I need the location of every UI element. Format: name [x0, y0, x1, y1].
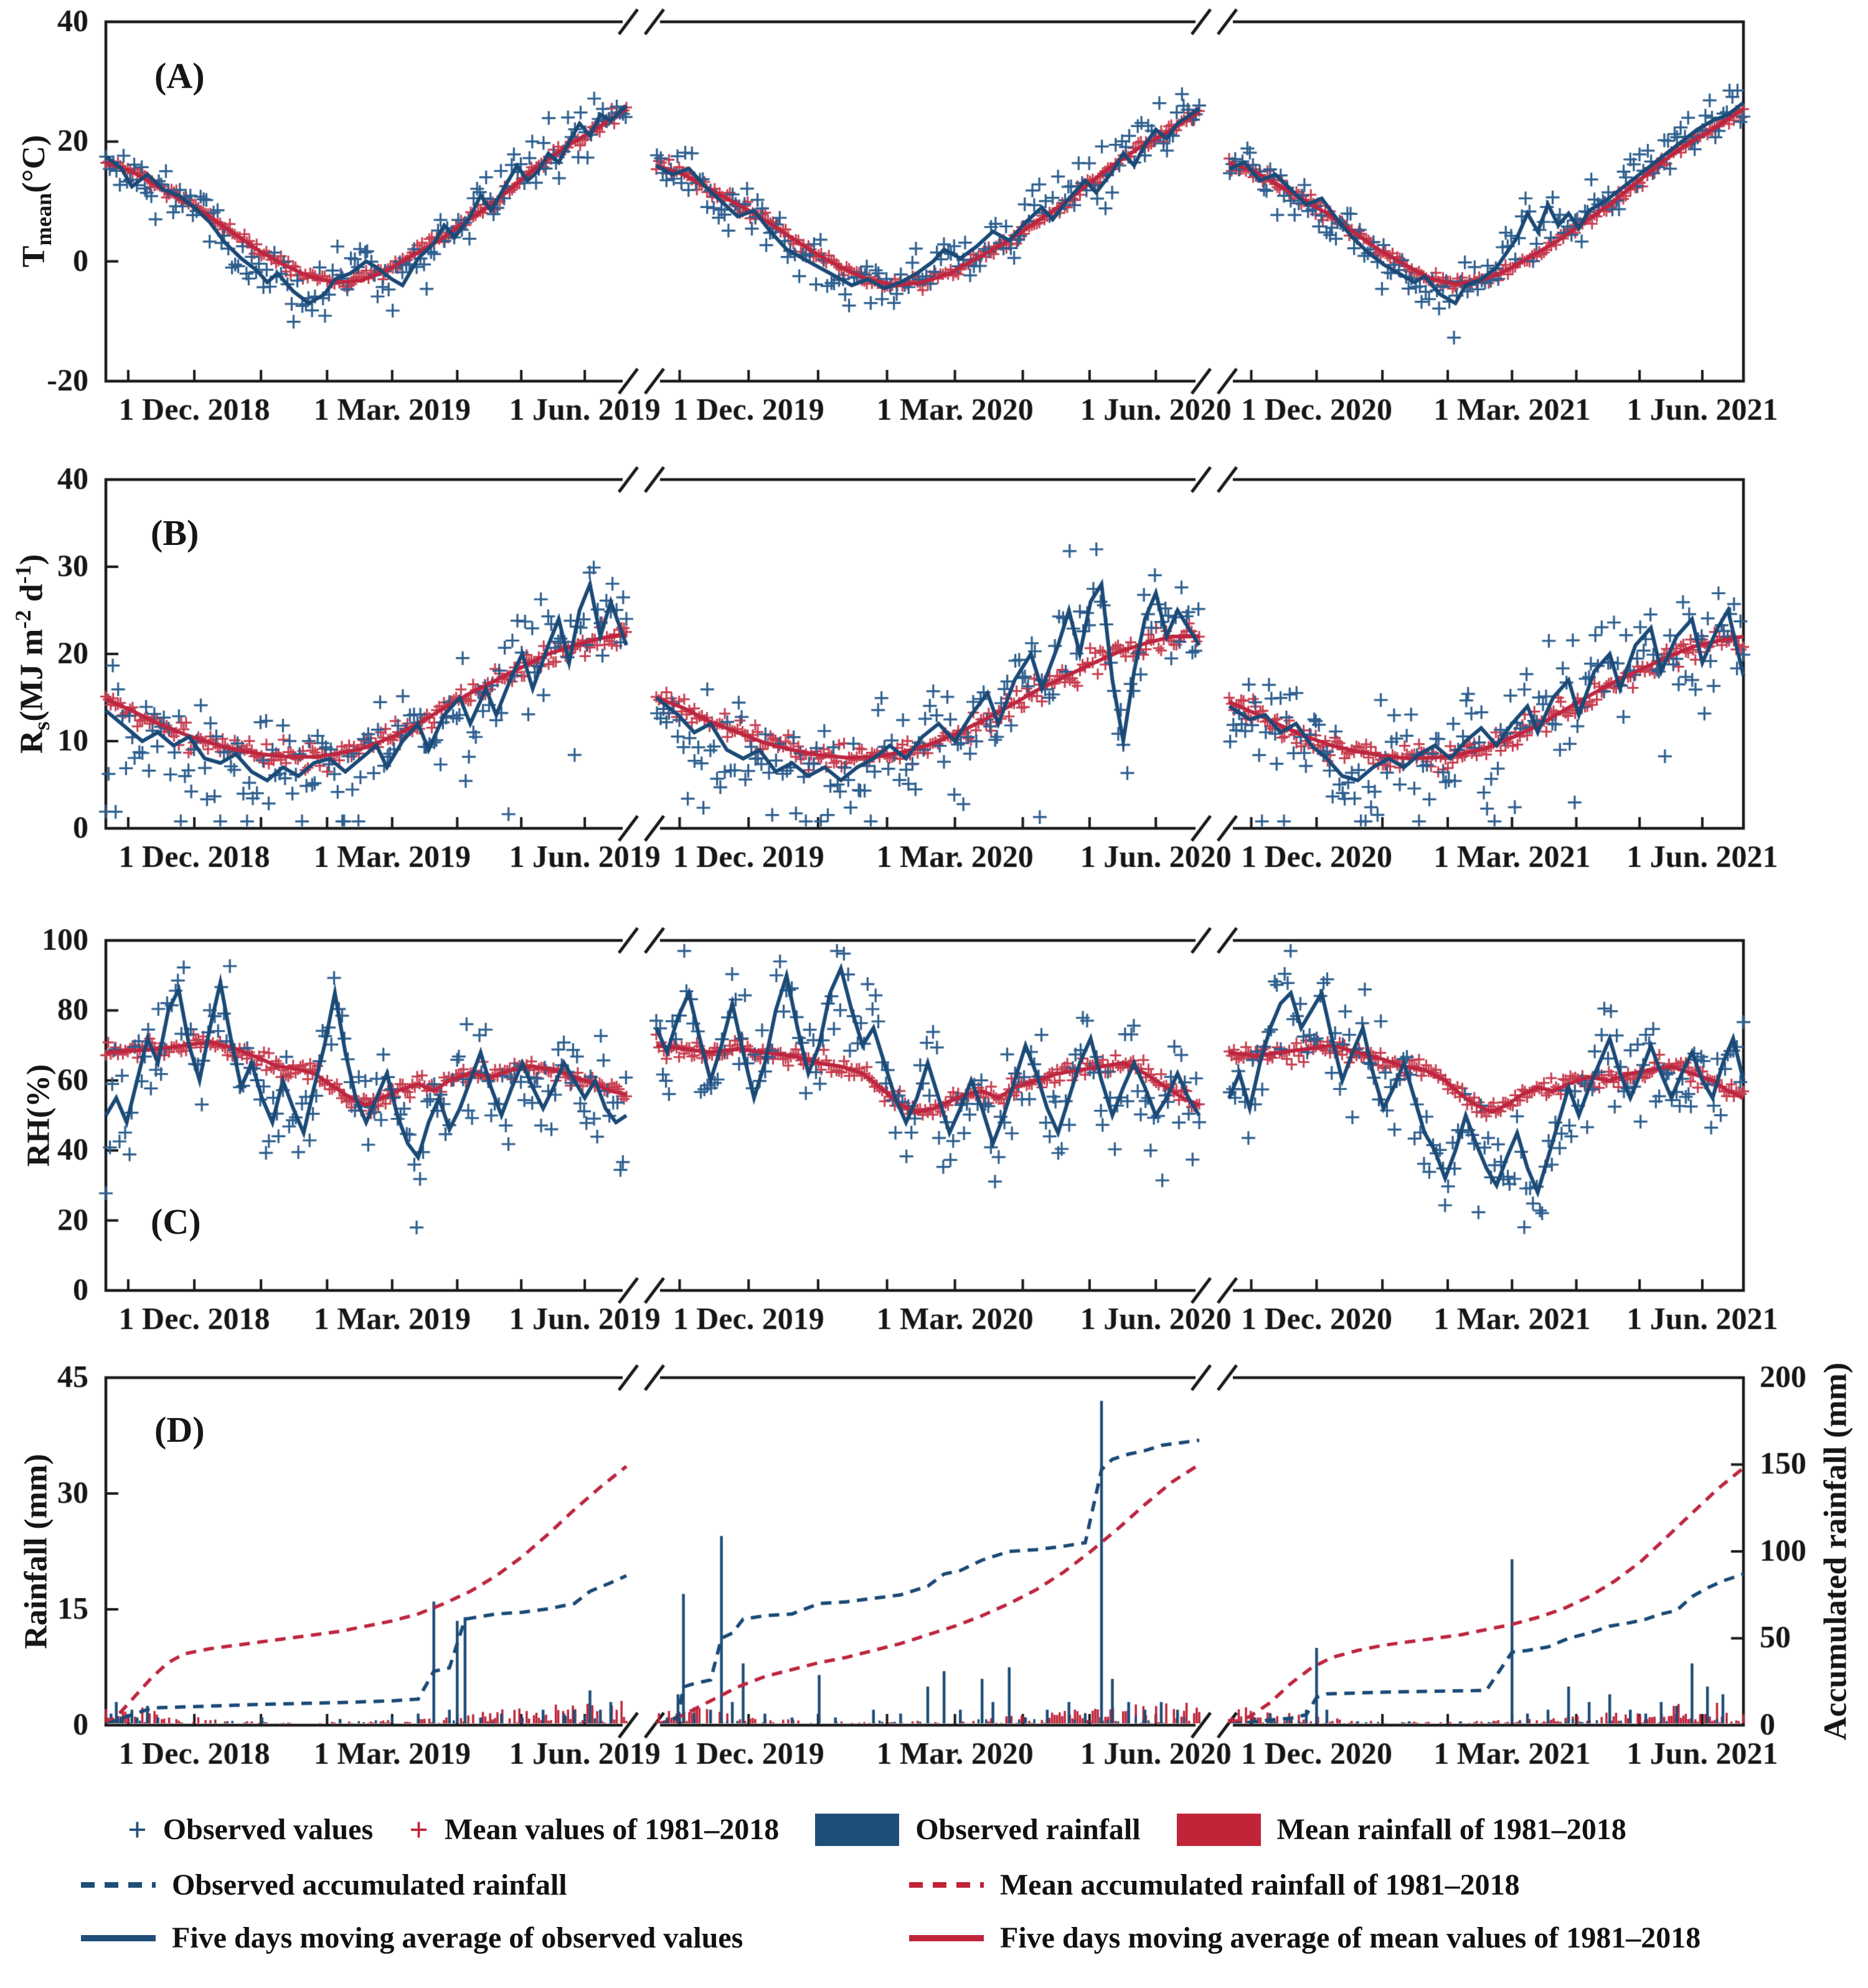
- panel-c-letter: (C): [151, 1201, 201, 1242]
- legend-item: [81, 1921, 909, 1955]
- bar-swatch-icon: [815, 1814, 899, 1846]
- legend-label: Mean accumulated rainfall of 1981–2018: [1000, 1868, 1520, 1901]
- bar-swatch-icon: [1177, 1814, 1261, 1846]
- legend-item: [128, 1812, 373, 1847]
- panel-d-right-y-axis-title: Accumulated rainfall (mm): [1818, 1362, 1854, 1741]
- dashed-line-icon: [81, 1882, 156, 1888]
- legend-label: Mean rainfall of 1981–2018: [1276, 1813, 1626, 1846]
- legend: [0, 1799, 1868, 1955]
- legend-row-3: [81, 1921, 1868, 1955]
- plus-marker-icon: +: [409, 1811, 428, 1848]
- legend-label: Observed rainfall: [915, 1813, 1141, 1846]
- legend-label: Observed values: [163, 1813, 374, 1846]
- panel-c-y-axis-title: RH(%): [21, 1064, 57, 1167]
- legend-label: Observed accumulated rainfall: [172, 1868, 567, 1901]
- legend-item: [409, 1812, 779, 1847]
- panel-d-y-axis-title: Rainfall (mm): [18, 1454, 54, 1649]
- panel-a-y-axis-title: $T_{mean}(^\circ C)$: [16, 135, 57, 268]
- legend-item: [909, 1921, 1701, 1955]
- legend-label: Five days moving average of observed values: [172, 1921, 743, 1954]
- solid-line-icon: [81, 1935, 156, 1941]
- panel-b-letter: (B): [151, 513, 199, 553]
- plus-marker-icon: +: [128, 1811, 147, 1848]
- legend-item: [1177, 1812, 1626, 1847]
- legend-item: [909, 1868, 1520, 1902]
- legend-row-2: [81, 1868, 1868, 1902]
- panel-a-letter: (A): [154, 55, 205, 96]
- panel-b-y-axis-title: $R_s(MJ$ $m^{-2}$ $d^{-1}$): [11, 554, 54, 754]
- solid-line-icon: [909, 1935, 984, 1941]
- panel-d-letter: (D): [154, 1409, 205, 1450]
- legend-row-1: [128, 1812, 1868, 1847]
- legend-label: Mean values of 1981–2018: [444, 1813, 780, 1846]
- legend-item: [81, 1868, 909, 1902]
- legend-item: [815, 1812, 1140, 1847]
- legend-label: Five days moving average of mean values of 1981–2018: [1000, 1921, 1701, 1954]
- dashed-line-icon: [909, 1882, 984, 1888]
